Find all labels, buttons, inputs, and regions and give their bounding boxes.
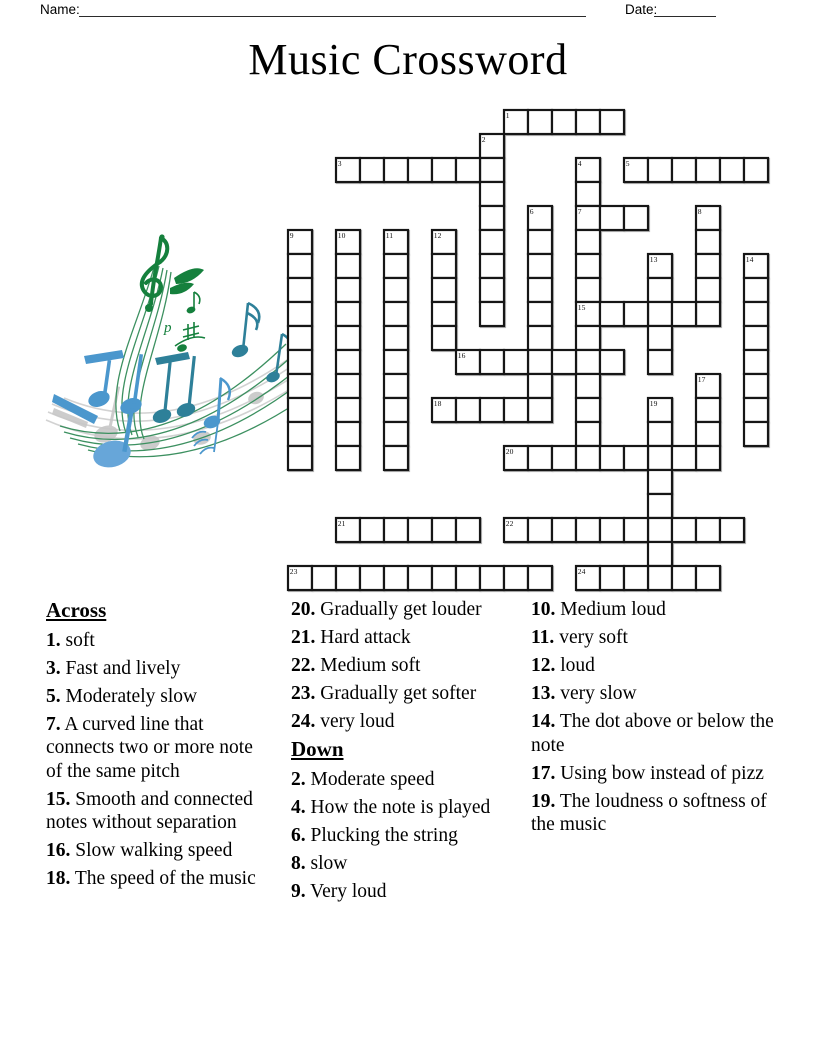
grid-cell: [696, 230, 720, 254]
clue-number-12: 12: [433, 231, 442, 241]
clue-16: 16. Slow walking speed: [46, 840, 233, 861]
grid-cell: [672, 446, 696, 470]
grid-cell: [384, 518, 408, 542]
grid-cell: [576, 446, 600, 470]
grid-cell: [648, 542, 672, 566]
grid-cell: [744, 302, 768, 326]
grid-cell: [648, 446, 672, 470]
clue-heading-across: Across: [46, 598, 107, 622]
grid-cell: [624, 518, 648, 542]
grid-cell: [384, 326, 408, 350]
grid-cell: [288, 302, 312, 326]
grid-cell: [480, 254, 504, 278]
dynamic-p-glyph: p: [164, 320, 172, 336]
teal-note-right: [243, 303, 291, 376]
grid-cell: [480, 182, 504, 206]
grid-cell: [480, 398, 504, 422]
grid-cell: [528, 110, 552, 134]
clue-7: 7. A curved line that connects two or more note of the same pitch: [46, 713, 253, 782]
grid-cell: [648, 158, 672, 182]
teal-beamed-notes: [151, 352, 197, 425]
grid-cell: [288, 374, 312, 398]
grid-cell: [648, 494, 672, 518]
grid-cell: [384, 350, 408, 374]
grid-cell: [648, 278, 672, 302]
grid-cell: [528, 278, 552, 302]
grid-cell: [528, 350, 552, 374]
clue-15: 15. Smooth and connected notes without separation: [46, 788, 253, 833]
clue-20: 20. Gradually get louder: [291, 599, 482, 620]
grid-cell: [528, 446, 552, 470]
clue-number-18: 18: [433, 399, 442, 409]
grid-cell: [696, 254, 720, 278]
grid-cell: [504, 350, 528, 374]
clue-3: 3. Fast and lively: [46, 657, 181, 679]
grid-cell: [576, 398, 600, 422]
grid-cell: [432, 158, 456, 182]
grid-cell: [576, 374, 600, 398]
grid-cell: [696, 302, 720, 326]
clue-5: 5. Moderately slow: [46, 685, 198, 707]
clue-number-2: 2: [481, 135, 486, 145]
grid-cell: [576, 110, 600, 134]
clue-18: 18. The speed of the music: [46, 868, 256, 889]
clue-24: 24. very loud: [291, 711, 395, 732]
grid-cell: [384, 254, 408, 278]
grid-cell: [600, 566, 624, 590]
clue-number-13: 13: [649, 255, 658, 265]
clue-10: 10. Medium loud: [531, 599, 666, 620]
grid-cell: [384, 278, 408, 302]
grid-cell: [696, 446, 720, 470]
grid-cell: [384, 446, 408, 470]
grid-cell: [600, 350, 624, 374]
grid-cell: [576, 254, 600, 278]
grid-cell: [504, 398, 528, 422]
clue-17: 17. Using bow instead of pizz: [531, 762, 764, 784]
green-leaf-notes: [170, 268, 204, 353]
clue-11: 11. very soft: [531, 627, 628, 648]
grid-cell: [408, 518, 432, 542]
clue-number-9: 9: [289, 231, 294, 241]
grid-cell: [648, 470, 672, 494]
grid-cell: [336, 326, 360, 350]
grid-cell: [312, 566, 336, 590]
grid-cell: [648, 518, 672, 542]
grid-cell: [336, 350, 360, 374]
clue-6: 6. Plucking the string: [291, 824, 458, 846]
grid-cell: [600, 302, 624, 326]
grid-cell: [696, 566, 720, 590]
clue-23: 23. Gradually get softer: [291, 683, 477, 704]
grid-cell: [336, 566, 360, 590]
clue-number-15: 15: [577, 303, 586, 313]
grid-cell: [288, 326, 312, 350]
clue-12: 12. loud: [531, 655, 595, 676]
grid-cell: [528, 518, 552, 542]
grid-cell: [648, 326, 672, 350]
grid-cell: [456, 566, 480, 590]
grid-cell: [552, 110, 576, 134]
grid-cell: [576, 278, 600, 302]
grid-cell: [672, 158, 696, 182]
clue-21: 21. Hard attack: [291, 627, 411, 648]
grid-cell: [552, 518, 576, 542]
clue-22: 22. Medium soft: [291, 655, 421, 676]
name-blank-line: [79, 16, 586, 17]
grid-cell: [744, 350, 768, 374]
clue-number-8: 8: [697, 207, 702, 217]
grid-cell: [744, 398, 768, 422]
grid-cell: [288, 446, 312, 470]
grid-cell: [360, 566, 384, 590]
blue-eighth-note: [202, 378, 230, 431]
grid-cell: [744, 326, 768, 350]
clue-number-5: 5: [625, 159, 630, 169]
grid-cell: [576, 182, 600, 206]
grid-cell: [576, 326, 600, 350]
grid-cell: [384, 422, 408, 446]
grid-cell: [480, 278, 504, 302]
grid-cell: [504, 566, 528, 590]
grid-cell: [648, 422, 672, 446]
grid-cell: [528, 230, 552, 254]
grid-cell: [720, 158, 744, 182]
grid-cell: [336, 278, 360, 302]
treble-clef-icon: [142, 238, 167, 304]
grid-cell: [432, 302, 456, 326]
grid-cell: [696, 518, 720, 542]
grid-cell: [480, 566, 504, 590]
grid-cell: [360, 518, 384, 542]
grid-cell: [432, 518, 456, 542]
grid-cell: [288, 278, 312, 302]
music-notes-illustration: [42, 226, 302, 470]
grid-cell: [480, 302, 504, 326]
grid-cell: [528, 374, 552, 398]
grid-cell: [384, 566, 408, 590]
date-label: Date:: [625, 2, 658, 17]
grid-cell: [288, 254, 312, 278]
grid-cell: [528, 398, 552, 422]
grid-cell: [744, 422, 768, 446]
clue-number-10: 10: [337, 231, 346, 241]
grid-cell: [288, 398, 312, 422]
grid-cell: [600, 110, 624, 134]
grid-cell: [576, 350, 600, 374]
grid-cell: [336, 374, 360, 398]
grid-cell: [432, 278, 456, 302]
clue-number-21: 21: [337, 519, 346, 529]
clue-heading-down: Down: [291, 737, 344, 761]
clue-14: 14. The dot above or below the note: [531, 711, 774, 756]
crossword-grid: [286, 108, 770, 592]
clue-number-3: 3: [337, 159, 342, 169]
grid-cell: [336, 302, 360, 326]
grid-cell: [744, 158, 768, 182]
teal-note-right-heads: [230, 342, 281, 384]
clue-number-19: 19: [649, 399, 658, 409]
grid-cell: [696, 278, 720, 302]
clue-9: 9. Very loud: [291, 880, 387, 902]
clue-13: 13. very slow: [531, 683, 637, 704]
grid-cell: [672, 302, 696, 326]
clue-number-7: 7: [577, 207, 582, 217]
grid-cell: [288, 422, 312, 446]
grid-cell: [480, 230, 504, 254]
grid-cell: [432, 326, 456, 350]
grid-cell: [648, 350, 672, 374]
clue-number-24: 24: [577, 567, 586, 577]
grid-cell: [744, 278, 768, 302]
grid-cell: [696, 158, 720, 182]
grid-cell: [336, 398, 360, 422]
grid-cell: [408, 158, 432, 182]
clue-column-middle: [291, 598, 519, 908]
grid-cell: [384, 302, 408, 326]
grid-cell: [672, 566, 696, 590]
clue-number-11: 11: [385, 231, 394, 241]
grid-cell: [432, 254, 456, 278]
grid-cell: [696, 422, 720, 446]
clue-8: 8. slow: [291, 852, 348, 874]
grid-cell: [528, 566, 552, 590]
grid-cell: [552, 350, 576, 374]
grid-cell: [456, 518, 480, 542]
grid-cell: [288, 350, 312, 374]
grid-cell: [336, 422, 360, 446]
grid-cell: [600, 446, 624, 470]
grid-cell: [672, 518, 696, 542]
clue-column-right: [531, 598, 783, 841]
grid-cell: [336, 446, 360, 470]
clue-1: 1. soft: [46, 629, 95, 651]
grid-cell: [528, 302, 552, 326]
grid-cell: [648, 302, 672, 326]
clue-number-23: 23: [289, 567, 298, 577]
clue-number-17: 17: [697, 375, 706, 385]
clue-number-14: 14: [745, 255, 754, 265]
grid-cell: [624, 446, 648, 470]
clue-number-4: 4: [577, 159, 582, 169]
clue-number-16: 16: [457, 351, 466, 361]
grid-cell: [432, 566, 456, 590]
grid-cell: [384, 158, 408, 182]
grid-cell: [552, 446, 576, 470]
grid-cell: [336, 254, 360, 278]
grid-cell: [624, 206, 648, 230]
grid-cell: [384, 398, 408, 422]
grid-cell: [600, 518, 624, 542]
grid-cell: [600, 206, 624, 230]
clue-number-6: 6: [529, 207, 534, 217]
grid-cell: [408, 566, 432, 590]
grid-cell: [744, 374, 768, 398]
name-label: Name:: [40, 2, 80, 17]
grid-cell: [720, 518, 744, 542]
grid-cell: [480, 158, 504, 182]
grid-cell: [528, 254, 552, 278]
grid-cell: [576, 518, 600, 542]
grid-cell: [624, 566, 648, 590]
clue-number-1: 1: [505, 111, 510, 121]
grid-cell: [384, 374, 408, 398]
page-title: Music Crossword: [248, 35, 568, 84]
grid-cell: [480, 206, 504, 230]
grid-cell: [624, 302, 648, 326]
grid-cell: [360, 158, 384, 182]
grid-cell: [480, 350, 504, 374]
clue-number-22: 22: [505, 519, 514, 529]
date-blank-line: [654, 16, 716, 17]
grid-cell: [648, 566, 672, 590]
grid-cell: [696, 398, 720, 422]
clue-4: 4. How the note is played: [291, 796, 491, 818]
clue-19: 19. The loudness o softness of the music: [531, 790, 767, 835]
clue-2: 2. Moderate speed: [291, 768, 435, 790]
green-ornaments: [175, 292, 205, 346]
grid-cell: [528, 326, 552, 350]
grid-cell: [576, 230, 600, 254]
grid-cell: [456, 398, 480, 422]
clue-column-across: [46, 598, 272, 895]
clue-number-20: 20: [505, 447, 514, 457]
grid-cell: [456, 158, 480, 182]
grid-cell: [576, 422, 600, 446]
